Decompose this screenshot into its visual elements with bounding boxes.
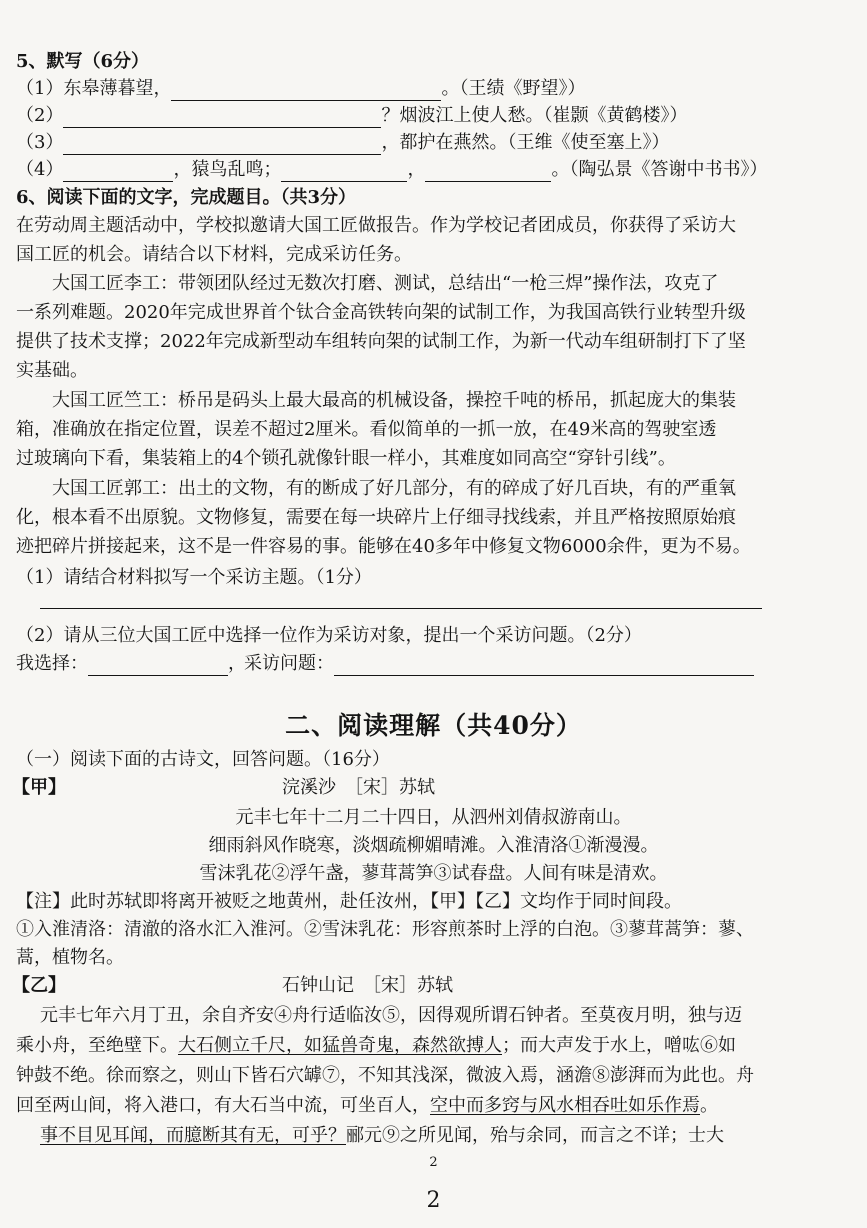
underlined-sentence-3: 事不目见耳闻，而臆断其有无，可乎？ [40, 1125, 346, 1146]
essay-line-5-suffix: 郦元⑨之所见闻，殆与余同，而言之不详；士大 [346, 1125, 724, 1146]
zhu-text-2: 箱，准确放在指定位置，误差不超过2厘米。看似简单的一抓一放，在49米高的驾驶室透 [16, 419, 717, 440]
q5-line-2-suffix: ？烟波江上使人愁。（崔颢《黄鹤楼》） [381, 105, 688, 126]
q6-sub-2: （2）请从三位大国工匠中选择一位作为采访对象，提出一个采访问题。（2分） [16, 625, 642, 646]
poem-title: 浣溪沙 ［宋］苏轼 [282, 777, 435, 798]
q5-line-1-suffix: 。（王绩《野望》） [441, 78, 586, 99]
blank-4c[interactable] [425, 163, 551, 182]
guo-text-1: 大国工匠郭工：出土的文物，有的断成了好几部分，有的碎成了好几百块，有的严重氧 [52, 478, 736, 499]
poem-line-1: 元丰七年十二月二十四日，从泗州刘倩叔游南山。 [235, 807, 632, 828]
q5-line-3-suffix: ，都护在燕然。（王维《使至塞上》） [381, 132, 670, 153]
q5-line-4 [16, 158, 767, 182]
zhu-text-3: 过玻璃向下看，集装箱上的4个锁孔就像针眼一样小，其难度如同高空“穿针引线”。 [16, 448, 676, 469]
essay-line-4 [16, 1094, 718, 1118]
yi-tag: 【乙】 [12, 975, 66, 996]
guo-text-3: 迹把碎片拼接起来，这不是一件容易的事。能够在40多年中修复文物6000余件，更为不易。 [16, 536, 751, 557]
note-2: ①入淮清洛：清澈的洛水汇入淮河。②雪沫乳花：形容煎茶时上浮的白泡。③蓼茸蒿笋：蓼、 [16, 919, 754, 940]
part-1-instruction: （一）阅读下面的古诗文，回答问题。（16分） [16, 749, 390, 770]
essay-line-2 [16, 1034, 736, 1058]
essay-line-5 [40, 1124, 724, 1148]
jia-tag: 【甲】 [12, 777, 66, 798]
poem-line-2: 细雨斜风作晓寒，淡烟疏柳媚晴滩。入淮清洛①渐漫漫。 [208, 835, 659, 856]
blank-2[interactable] [63, 109, 381, 128]
blank-1[interactable] [171, 82, 441, 101]
q5-line-4-comma: ， [407, 159, 426, 180]
blank-3[interactable] [63, 136, 381, 155]
answer-line-topic[interactable] [40, 608, 762, 609]
q6-intro-2: 国工匠的机会。请结合以下材料，完成采访任务。 [16, 244, 412, 265]
section-2-title: 二、阅读理解（共40分） [285, 711, 582, 740]
essay-line-3: 钟鼓不绝。徐而察之，则山下皆石穴罅⑦，不知其浅深，微波入焉，涵澹⑧澎湃而为此也。舟 [16, 1065, 754, 1086]
q5-line-4-suffix: 。（陶弘景《答谢中书书》） [551, 159, 768, 180]
small-page-number: 2 [429, 1155, 438, 1170]
zhu-text-1: 大国工匠竺工：桥吊是码头上最大最高的机械设备，操控千吨的桥吊，抓起庞大的集装 [52, 390, 736, 411]
question-blank[interactable] [334, 657, 754, 676]
q6-title: 6、阅读下面的文字，完成题目。（共3分） [16, 187, 357, 208]
blank-4a[interactable] [63, 163, 173, 182]
essay-line-2-suffix: ；而大声发于水上，噌吰⑥如 [502, 1035, 736, 1056]
essay-title: 石钟山记 ［宋］苏轼 [282, 975, 453, 996]
underlined-sentence-2: 空中而多窍与风水相吞吐如乐作焉 [430, 1095, 700, 1116]
q5-line-3-prefix: （3） [16, 132, 64, 153]
q5-line-3 [16, 131, 669, 155]
note-3: 蒿，植物名。 [16, 947, 124, 968]
essay-line-4-suffix: 。 [700, 1095, 718, 1116]
q6-sub-1: （1）请结合材料拟写一个采访主题。（1分） [16, 567, 372, 588]
q5-line-1-prefix: （1）东皋薄暮望， [16, 78, 172, 99]
underlined-sentence-1: 大石侧立千尺，如猛兽奇鬼，森然欲搏人 [178, 1035, 502, 1056]
blank-4b[interactable] [281, 163, 407, 182]
li-text-2: 一系列难题。2020年完成世界首个钛合金高铁转向架的试制工作，为我国高铁行业转型升级 [16, 302, 746, 323]
page-number: 2 [426, 1188, 441, 1213]
q5-line-2-prefix: （2） [16, 105, 64, 126]
q5-line-2 [16, 104, 687, 128]
q5-line-1 [16, 77, 585, 101]
choose-label: 我选择： [16, 653, 88, 674]
li-text-1: 大国工匠李工：带领团队经过无数次打磨、测试，总结出“一枪三焊”操作法，攻克了 [52, 273, 719, 294]
note-1: 【注】此时苏轼即将离开被贬之地黄州，赴任汝州，【甲】【乙】文均作于同时间段。 [16, 891, 682, 912]
poem-line-3: 雪沫乳花②浮午盏，蓼茸蒿笋③试春盘。人间有味是清欢。 [199, 863, 668, 884]
choose-blank[interactable] [88, 657, 228, 676]
essay-line-1: 元丰七年六月丁丑，余自齐安④舟行适临汝⑤，因得观所谓石钟者。至莫夜月明，独与迈 [40, 1005, 742, 1026]
q6-answer-row: 我选择： ，采访问题： [16, 652, 754, 676]
guo-text-2: 化，根本看不出原貌。文物修复，需要在每一块碎片上仔细寻找线索，并且严格按照原始痕 [16, 507, 736, 528]
essay-line-4-prefix: 回至两山间，将入港口，有大石当中流，可坐百人， [16, 1095, 430, 1116]
q5-line-4-prefix: （4） [16, 159, 64, 180]
li-text-4: 实基础。 [16, 360, 88, 381]
q5-title: 5、默写（6分） [16, 51, 150, 72]
li-text-3: 提供了技术支撑；2022年完成新型动车组转向架的试制工作，为新一代动车组研制打下了坚 [16, 331, 746, 352]
essay-line-2-prefix: 乘小舟，至绝壁下。 [16, 1035, 178, 1056]
q5-line-4-mid: ，猿鸟乱鸣； [173, 159, 282, 180]
q6-intro-1: 在劳动周主题活动中，学校拟邀请大国工匠做报告。作为学校记者团成员，你获得了采访大 [16, 215, 736, 236]
question-label: 采访问题： [244, 653, 334, 674]
